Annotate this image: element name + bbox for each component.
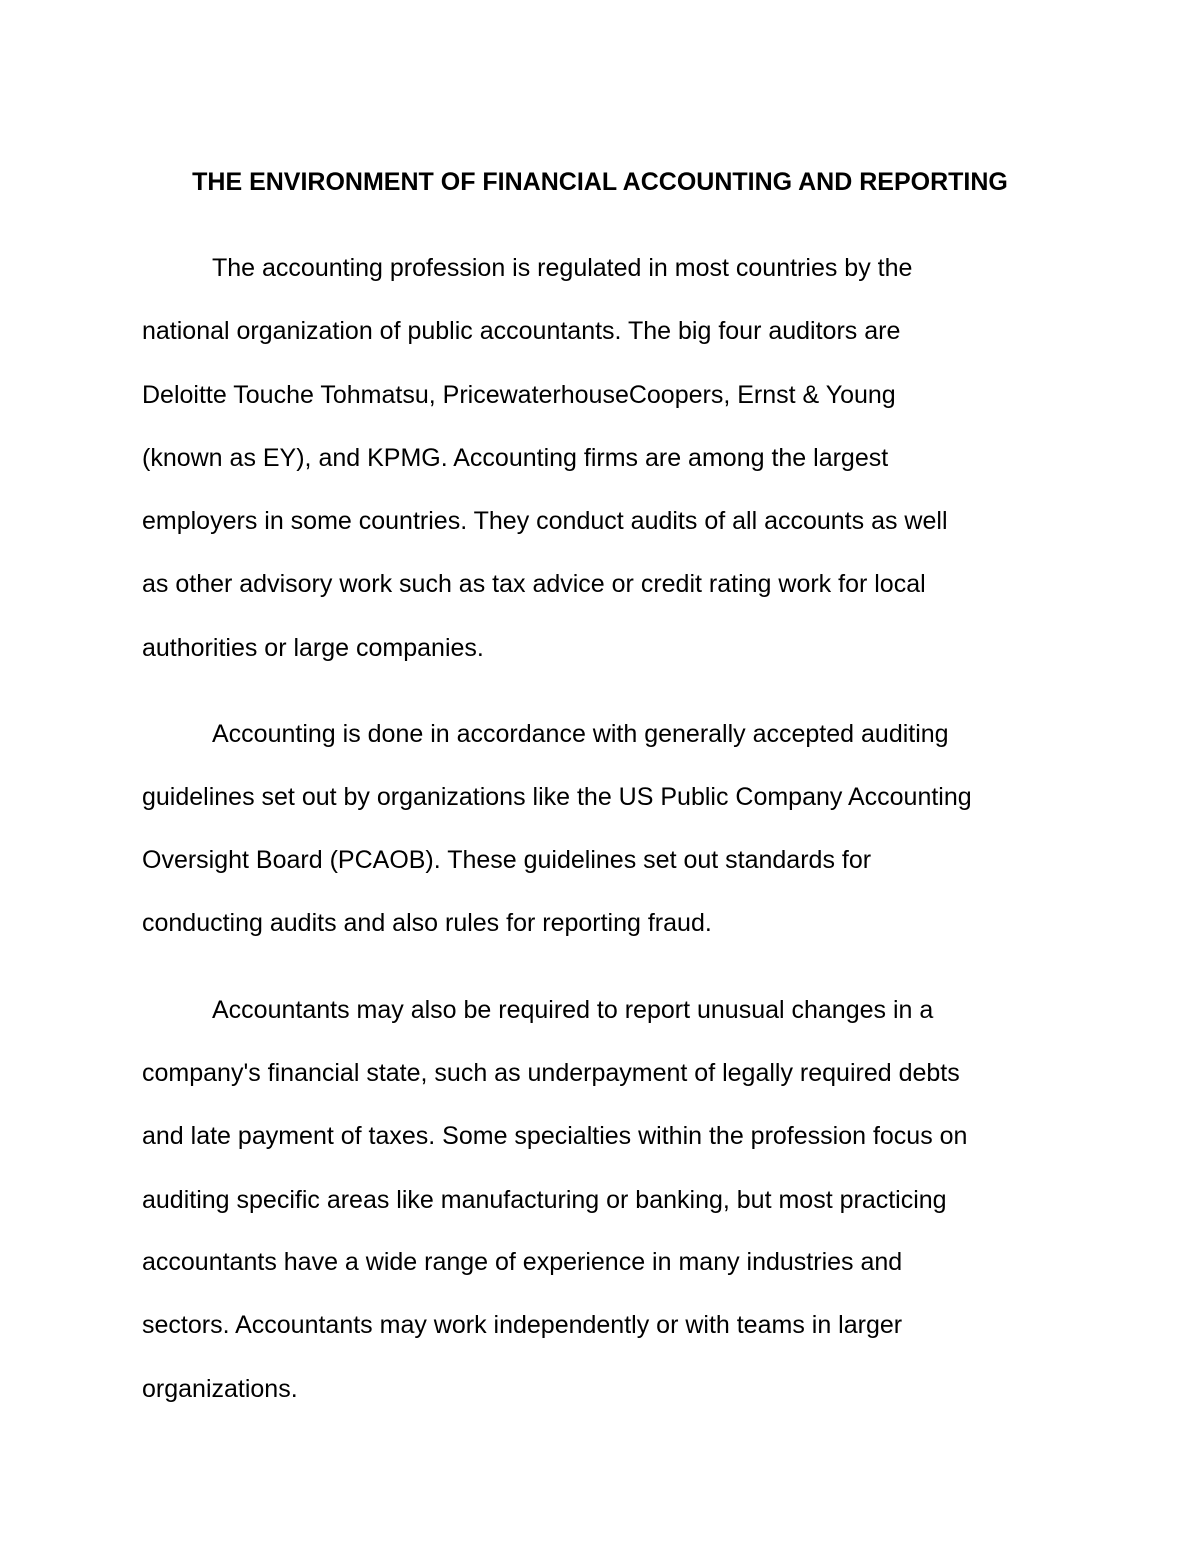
paragraph-3-line-5: accountants have a wide range of experience in many industries and bbox=[142, 1248, 903, 1276]
paragraph-2-line-3: Oversight Board (PCAOB). These guidelines set out standards for bbox=[142, 846, 872, 874]
paragraph-3-line-1: Accountants may also be required to report unusual changes in a bbox=[212, 996, 934, 1024]
paragraph-1-line-7: authorities or large companies. bbox=[142, 634, 484, 662]
document-title: THE ENVIRONMENT OF FINANCIAL ACCOUNTING AND REPORTING bbox=[192, 168, 1008, 196]
paragraph-3-line-6: sectors. Accountants may work independently or with teams in larger bbox=[142, 1311, 903, 1339]
paragraph-2-line-2: guidelines set out by organizations like the US Public Company Accounting bbox=[142, 783, 972, 811]
paragraph-3-line-4: auditing specific areas like manufacturing or banking, but most practicing bbox=[142, 1186, 947, 1214]
paragraph-3-line-3: and late payment of taxes. Some specialties within the profession focus on bbox=[142, 1122, 968, 1150]
paragraph-1-line-6: as other advisory work such as tax advice or credit rating work for local bbox=[142, 570, 926, 598]
paragraph-1-line-2: national organization of public accountants. The big four auditors are bbox=[142, 317, 901, 345]
paragraph-3-line-7: organizations. bbox=[142, 1375, 298, 1403]
paragraph-2-line-4: conducting audits and also rules for reporting fraud. bbox=[142, 909, 712, 937]
paragraph-1-line-4: (known as EY), and KPMG. Accounting firms are among the largest bbox=[142, 444, 889, 472]
paragraph-1-line-5: employers in some countries. They conduct audits of all accounts as well bbox=[142, 507, 948, 535]
paragraph-3-line-2: company's financial state, such as underpayment of legally required debts bbox=[142, 1059, 960, 1087]
paragraph-1-line-1: The accounting profession is regulated in most countries by the bbox=[212, 254, 913, 282]
paragraph-2-line-1: Accounting is done in accordance with generally accepted auditing bbox=[212, 720, 949, 748]
paragraph-1-line-3: Deloitte Touche Tohmatsu, PricewaterhouseCoopers, Ernst & Young bbox=[142, 381, 896, 409]
